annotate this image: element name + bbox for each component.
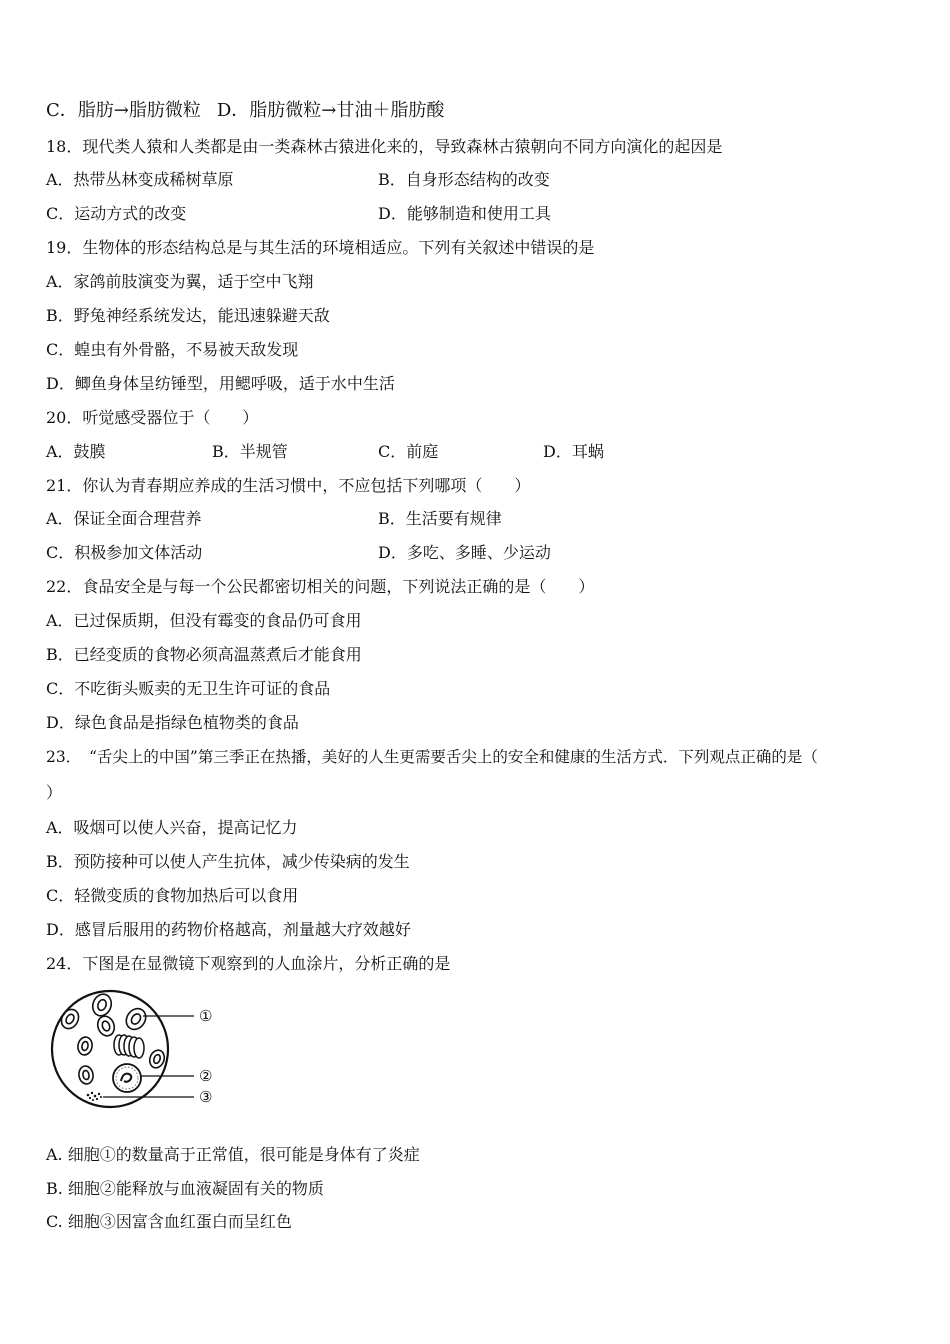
- label-3: ③: [199, 1088, 213, 1106]
- white-blood-cell: [113, 1064, 141, 1092]
- q19-option-d: D．鲫鱼身体呈纺锤型，用鳃呼吸，适于水中生活: [46, 374, 395, 393]
- q20-stem: 20．听觉感受器位于（ ）: [46, 408, 259, 427]
- q20-option-a: A．鼓膜: [46, 442, 106, 461]
- q19-stem: 19．生物体的形态结构总是与其生活的环境相适应。下列有关叙述中错误的是: [46, 238, 595, 257]
- q20-option-c: C．前庭: [378, 442, 439, 461]
- q19-option-c: C．蝗虫有外骨骼，不易被天敌发现: [46, 340, 299, 359]
- q23-option-b: B．预防接种可以使人产生抗体，减少传染病的发生: [46, 852, 410, 871]
- q18-option-a: A．热带丛林变成稀树草原: [46, 170, 234, 189]
- q23-stem-line2: ）: [46, 783, 63, 802]
- q20-option-d: D．耳蜗: [543, 442, 604, 461]
- label-2: ②: [199, 1067, 213, 1085]
- red-blood-cells: [58, 992, 167, 1085]
- q21-option-a: A．保证全面合理营养: [46, 509, 202, 528]
- q18-option-b: B．自身形态结构的改变: [378, 170, 550, 189]
- q23-option-d: D．感冒后服用的药物价格越高，剂量越大疗效越好: [46, 920, 411, 939]
- q24-option-c: C. 细胞③因富含血红蛋白而呈红色: [46, 1212, 292, 1231]
- q21-option-d: D．多吃、多睡、少运动: [378, 543, 551, 562]
- red-cell-stack: [114, 1035, 144, 1058]
- q23-option-c: C．轻微变质的食物加热后可以食用: [46, 886, 299, 905]
- q18-stem: 18．现代类人猿和人类都是由一类森林古猿进化来的，导致森林古猿朝向不同方向演化的起因是: [46, 137, 723, 156]
- q17-option-c: C．脂肪→脂肪微粒: [46, 100, 201, 121]
- q22-stem: 22．食品安全是与每一个公民都密切相关的问题，下列说法正确的是（ ）: [46, 577, 595, 596]
- q22-option-a: A．已过保质期，但没有霉变的食品仍可食用: [46, 611, 362, 630]
- q19-option-a: A．家鸽前肢演变为翼，适于空中飞翔: [46, 272, 314, 291]
- q18-option-c: C．运动方式的改变: [46, 204, 187, 223]
- q21-stem: 21．你认为青春期应养成的生活习惯中，不应包括下列哪项（ ）: [46, 476, 531, 495]
- q19-option-b: B．野兔神经系统发达，能迅速躲避天敌: [46, 306, 330, 325]
- q21-option-b: B．生活要有规律: [378, 509, 502, 528]
- blood-smear-figure: [48, 985, 228, 1115]
- q17-option-d: D．脂肪微粒→甘油＋脂肪酸: [216, 100, 445, 121]
- q20-option-b: B．半规管: [212, 442, 288, 461]
- q24-option-b: B. 细胞②能释放与血液凝固有关的物质: [46, 1179, 324, 1198]
- q23-option-a: A．吸烟可以使人兴奋，提高记忆力: [46, 818, 298, 837]
- q22-option-b: B．已经变质的食物必须高温蒸煮后才能食用: [46, 645, 362, 664]
- q24-stem: 24．下图是在显微镜下观察到的人血涂片，分析正确的是: [46, 954, 451, 973]
- q24-option-a: A. 细胞①的数量高于正常值，很可能是身体有了炎症: [46, 1145, 420, 1164]
- q22-option-d: D．绿色食品是指绿色植物类的食品: [46, 713, 299, 732]
- label-1: ①: [199, 1007, 213, 1025]
- q23-stem-line1: 23． “舌尖上的中国”第三季正在热播，美好的人生更需要舌尖上的安全和健康的生活方式．下列观点正确的是（: [46, 748, 818, 766]
- q22-option-c: C．不吃街头贩卖的无卫生许可证的食品: [46, 679, 331, 698]
- q21-option-c: C．积极参加文体活动: [46, 543, 203, 562]
- q17-options-row: [46, 100, 444, 122]
- q18-option-d: D．能够制造和使用工具: [378, 204, 551, 223]
- platelets: [87, 1092, 102, 1101]
